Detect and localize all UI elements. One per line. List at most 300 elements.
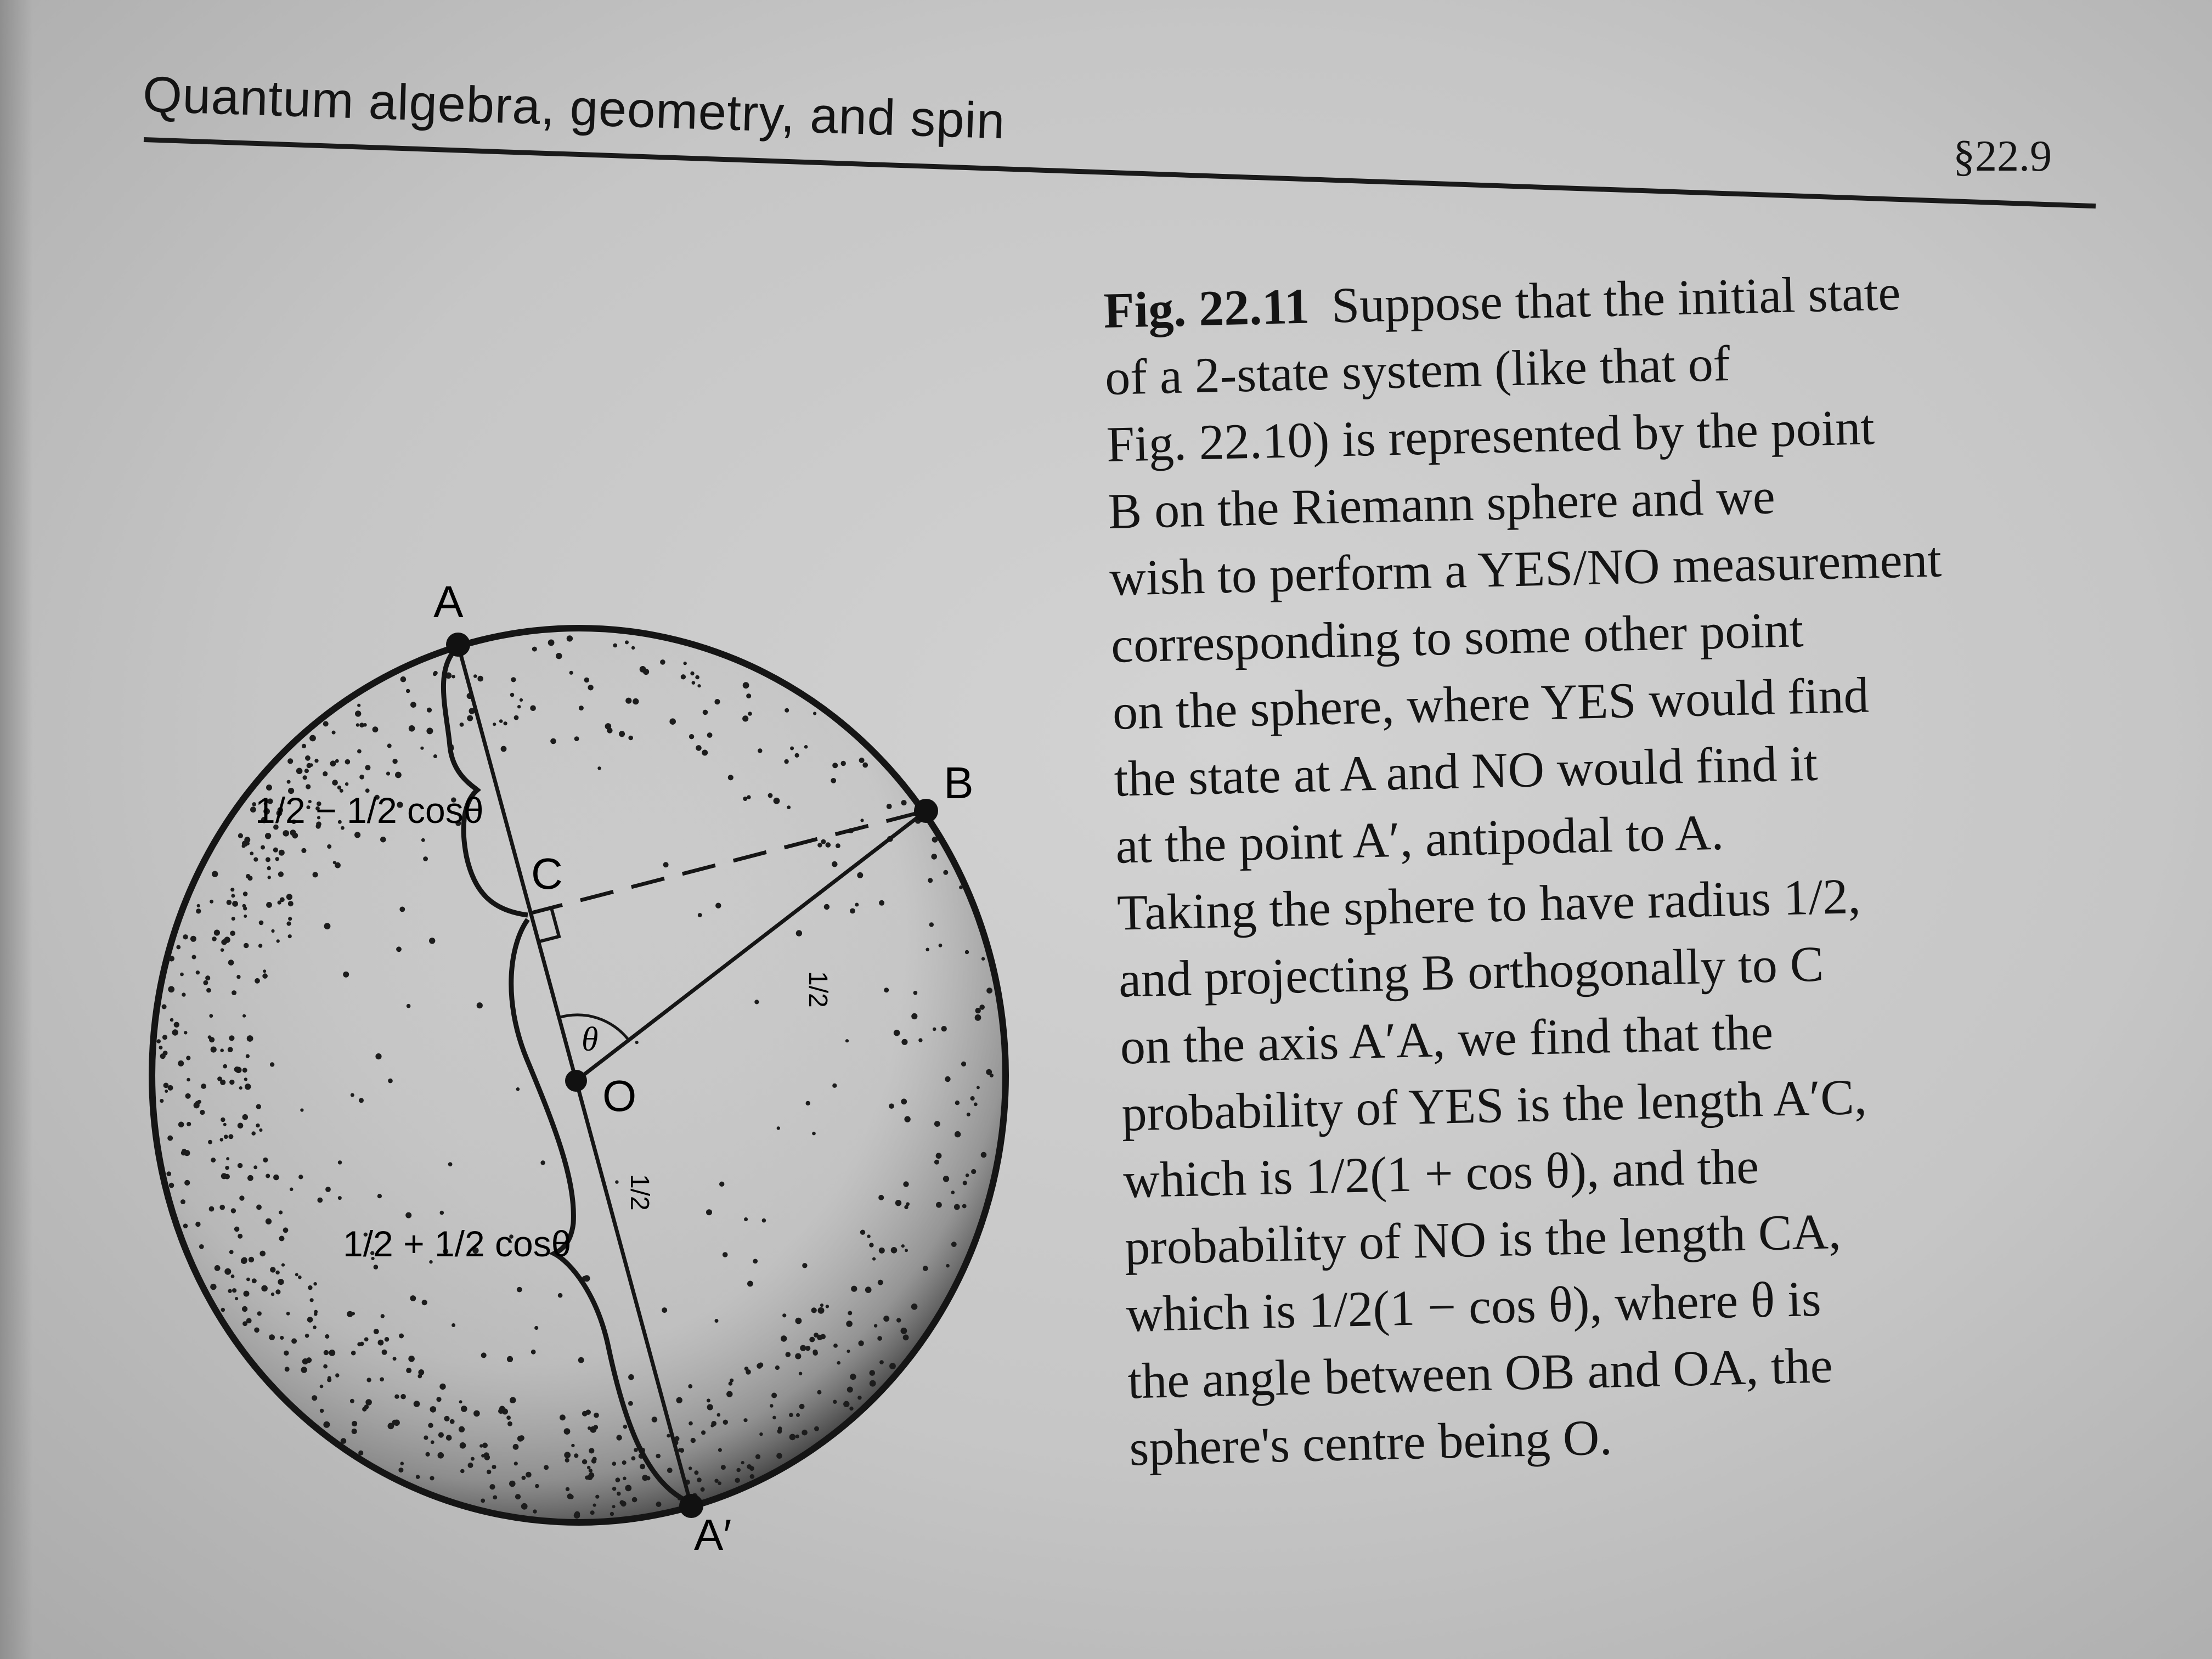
- stipple-dot: [625, 640, 629, 644]
- stipple-dot: [667, 1434, 670, 1438]
- stipple-dot: [332, 780, 338, 786]
- stipple-dot: [279, 1236, 285, 1242]
- stipple-dot: [229, 1035, 234, 1041]
- stipple-dot: [625, 1485, 631, 1492]
- stipple-dot: [762, 1218, 766, 1223]
- stipple-dot: [288, 901, 294, 906]
- stipple-dot: [492, 1465, 496, 1469]
- stipple-dot: [393, 1420, 400, 1426]
- stipple-dot: [256, 1124, 259, 1127]
- stipple-dot: [438, 1432, 444, 1438]
- stipple-dot: [221, 1308, 225, 1312]
- stipple-dot: [256, 1205, 262, 1210]
- stipple-dot: [689, 1466, 692, 1470]
- stipple-dot: [270, 1062, 274, 1066]
- stipple-dot: [566, 1487, 569, 1491]
- stipple-dot: [591, 1458, 596, 1463]
- stipple-dot: [333, 861, 336, 864]
- stipple-dot: [701, 1487, 705, 1492]
- caption-line: the angle between OB and OA, the: [1127, 1337, 1833, 1409]
- stipple-dot: [235, 1067, 242, 1074]
- stipple-dot: [301, 1367, 307, 1373]
- stipple-dot: [298, 1276, 302, 1279]
- stipple-dot: [706, 1209, 712, 1215]
- stipple-dot: [220, 1048, 224, 1052]
- stipple-dot: [946, 1264, 950, 1268]
- stipple-dot: [795, 1318, 802, 1324]
- stipple-dot: [510, 1397, 516, 1403]
- stipple-dot: [981, 957, 985, 961]
- stipple-dot: [231, 1208, 236, 1213]
- stipple-dot: [172, 1029, 178, 1035]
- stipple-dot: [564, 1452, 571, 1458]
- stipple-dot: [848, 1311, 852, 1315]
- stipple-dot: [589, 1469, 592, 1472]
- stipple-dot: [689, 1421, 693, 1426]
- stipple-dot: [754, 1000, 759, 1004]
- stipple-dot: [846, 1321, 853, 1327]
- stipple-dot: [721, 1465, 726, 1470]
- stipple-dot: [212, 871, 218, 877]
- stipple-dot: [409, 725, 415, 732]
- stipple-dot: [945, 1076, 950, 1082]
- running-header-title: Quantum algebra, geometry, and spin: [142, 66, 1006, 150]
- stipple-dot: [748, 712, 752, 716]
- stipple-dot: [590, 1510, 595, 1515]
- stipple-dot: [430, 1406, 437, 1413]
- stipple-dot: [928, 878, 933, 883]
- stipple-dot: [796, 930, 802, 936]
- stipple-dot: [244, 915, 247, 918]
- stipple-dot: [796, 1413, 800, 1417]
- stipple-dot: [190, 936, 196, 942]
- stipple-dot: [698, 913, 702, 917]
- stipple-dot: [310, 1298, 314, 1302]
- stipple-dot: [707, 1398, 710, 1402]
- stipple-dot: [266, 1218, 272, 1224]
- stipple-dot: [209, 1014, 213, 1018]
- stipple-dot: [208, 1140, 212, 1144]
- label-point-c: C: [531, 849, 563, 898]
- stipple-dot: [934, 1160, 939, 1165]
- stipple-dot: [776, 1453, 782, 1459]
- stipple-dot: [975, 1014, 981, 1021]
- stipple-dot: [313, 1282, 317, 1285]
- stipple-dot: [221, 948, 224, 952]
- stipple-dot: [263, 969, 266, 973]
- stipple-dot: [211, 1158, 216, 1163]
- stipple-dot: [656, 1502, 662, 1507]
- stipple-dot: [548, 640, 555, 646]
- stipple-dot: [329, 1350, 335, 1356]
- stipple-dot: [489, 1484, 495, 1489]
- stipple-dot: [723, 1420, 728, 1425]
- stipple-dot: [267, 866, 271, 870]
- stipple-dot: [400, 676, 407, 682]
- stipple-dot: [903, 1335, 909, 1341]
- stipple-dot: [504, 721, 507, 725]
- stipple-dot: [460, 1469, 465, 1474]
- stipple-dot: [259, 1251, 266, 1257]
- stipple-dot: [392, 759, 397, 764]
- stipple-dot: [889, 1103, 894, 1109]
- stipple-dot: [857, 872, 863, 878]
- stipple-dot: [228, 1134, 233, 1139]
- stipple-dot: [338, 1196, 342, 1200]
- caption-line: which is 1/2(1 − cos θ), where θ is: [1125, 1270, 1822, 1342]
- stipple-dot: [714, 699, 720, 704]
- stipple-dot: [613, 644, 617, 648]
- stipple-dot: [585, 1476, 589, 1480]
- stipple-dot: [784, 759, 788, 764]
- caption-line: sphere's centre being O.: [1128, 1409, 1613, 1476]
- stipple-dot: [903, 1181, 909, 1187]
- stipple-dot: [857, 1396, 862, 1400]
- stipple-dot: [323, 771, 328, 776]
- stipple-dot: [540, 1160, 545, 1165]
- label-theta: θ: [582, 1021, 599, 1058]
- stipple-dot: [296, 768, 303, 775]
- stipple-dot: [859, 758, 865, 763]
- stipple-dot: [588, 1426, 591, 1430]
- stipple-dot: [206, 988, 211, 993]
- stipple-dot: [278, 1279, 284, 1285]
- stipple-dot: [932, 837, 938, 843]
- stipple-dot: [408, 1356, 415, 1362]
- label-radius-oaprime: 1/2: [625, 1174, 654, 1211]
- stipple-dot: [327, 1378, 331, 1382]
- stipple-dot: [460, 1442, 466, 1449]
- stipple-dot: [789, 1434, 796, 1441]
- stipple-dot: [954, 1204, 960, 1210]
- stipple-dot: [509, 1481, 516, 1487]
- stipple-dot: [246, 1318, 252, 1324]
- stipple-dot: [288, 917, 292, 921]
- stipple-dot: [771, 1393, 777, 1398]
- stipple-dot: [446, 1435, 452, 1441]
- stipple-dot: [167, 1171, 172, 1176]
- stipple-dot: [343, 972, 349, 978]
- stipple-dot: [162, 1005, 167, 1009]
- stipple-dot: [758, 748, 762, 753]
- stipple-dot: [736, 1468, 741, 1472]
- stipple-dot: [460, 723, 464, 727]
- stipple-dot: [298, 1175, 303, 1179]
- stipple-dot: [347, 1311, 353, 1317]
- stipple-dot: [265, 833, 271, 839]
- stipple-dot: [459, 1426, 465, 1432]
- stipple-dot: [588, 685, 593, 690]
- stipple-dot: [388, 1079, 393, 1084]
- stipple-dot: [224, 936, 230, 943]
- stipple-dot: [870, 1370, 876, 1376]
- stipple-dot: [550, 738, 556, 744]
- stipple-dot: [635, 1041, 639, 1044]
- caption-line: wish to perform a YES/NO measurement: [1109, 531, 1943, 606]
- stipple-dot: [743, 797, 747, 801]
- stipple-dot: [357, 704, 360, 707]
- stipple-dot: [484, 1454, 490, 1460]
- stipple-dot: [894, 1030, 900, 1036]
- stipple-dot: [631, 1456, 636, 1460]
- stipple-dot: [400, 1394, 406, 1400]
- stipple-dot: [176, 945, 180, 950]
- stipple-dot: [515, 1494, 521, 1499]
- stipple-dot: [266, 1174, 270, 1178]
- stipple-dot: [473, 1410, 480, 1417]
- stipple-dot: [358, 1451, 363, 1455]
- stipple-dot: [162, 1035, 167, 1040]
- stipple-dot: [517, 1287, 522, 1293]
- stipple-dot: [812, 1132, 816, 1136]
- stipple-dot: [530, 706, 536, 712]
- stipple-dot: [305, 755, 311, 761]
- stipple-dot: [775, 1365, 780, 1370]
- stipple-dot: [519, 1435, 524, 1441]
- stipple-dot: [242, 844, 246, 848]
- stipple-dot: [535, 1484, 539, 1488]
- stipple-dot: [656, 1454, 661, 1459]
- stipple-dot: [323, 1421, 330, 1428]
- stipple-dot: [300, 1108, 303, 1111]
- stipple-dot: [345, 782, 348, 786]
- stipple-dot: [192, 955, 196, 960]
- stipple-dot: [183, 1223, 188, 1228]
- stipple-dot: [901, 1328, 907, 1334]
- stipple-dot: [966, 1173, 969, 1177]
- stipple-dot: [439, 1384, 445, 1390]
- stipple-dot: [286, 1312, 290, 1316]
- stipple-dot: [851, 1286, 857, 1292]
- caption-line: probability of YES is the length A′C,: [1121, 1068, 1867, 1142]
- stipple-dot: [660, 659, 665, 665]
- stipple-dot: [962, 1204, 967, 1209]
- stipple-dot: [959, 885, 963, 889]
- stipple-dot: [843, 1401, 849, 1407]
- stipple-dot: [747, 795, 751, 799]
- stipple-dot: [338, 1160, 342, 1164]
- stipple-dot: [194, 1102, 200, 1108]
- stipple-dot: [619, 731, 625, 737]
- stipple-dot: [275, 1271, 280, 1275]
- stipple-dot: [802, 1263, 807, 1268]
- stipple-dot: [307, 1317, 313, 1323]
- stipple-dot: [279, 850, 285, 856]
- stipple-dot: [225, 1166, 229, 1170]
- stipple-dot: [396, 946, 402, 952]
- stipple-dot: [493, 723, 496, 726]
- stipple-dot: [180, 1199, 185, 1204]
- stipple-dot: [244, 837, 250, 843]
- stipple-dot: [750, 1474, 755, 1479]
- stipple-dot: [280, 897, 285, 902]
- stipple-dot: [746, 1369, 751, 1375]
- stipple-dot: [359, 723, 364, 727]
- stipple-dot: [414, 1401, 420, 1407]
- stipple-dot: [242, 1114, 249, 1120]
- stipple-dot: [386, 772, 390, 776]
- label-point-a: A: [433, 577, 464, 627]
- stipple-dot: [374, 1265, 379, 1269]
- caption-line: and projecting B orthogonally to C: [1118, 935, 1825, 1008]
- stipple-dot: [610, 1512, 614, 1516]
- stipple-dot: [288, 934, 292, 938]
- stipple-dot: [290, 1188, 294, 1192]
- stipple-dot: [306, 784, 311, 789]
- stipple-dot: [228, 1047, 233, 1052]
- stipple-dot: [612, 1505, 616, 1508]
- stipple-dot: [526, 1472, 532, 1478]
- stipple-dot: [201, 1084, 206, 1089]
- stipple-dot: [821, 839, 826, 844]
- stipple-dot: [448, 1162, 453, 1166]
- stipple-dot: [167, 1136, 173, 1141]
- stipple-dot: [186, 1056, 190, 1060]
- stipple-dot: [393, 1357, 397, 1361]
- stipple-dot: [242, 1014, 246, 1018]
- stipple-dot: [325, 1334, 329, 1339]
- stipple-dot: [971, 1169, 976, 1174]
- stipple-dot: [197, 904, 200, 907]
- stipple-dot: [820, 1304, 823, 1307]
- stipple-dot: [684, 662, 687, 665]
- stipple-dot: [951, 1190, 955, 1194]
- stipple-dot: [399, 907, 405, 912]
- stipple-dot: [718, 1481, 721, 1485]
- stipple-dot: [482, 1443, 488, 1448]
- stipple-dot: [589, 1448, 594, 1453]
- stipple-dot: [735, 1478, 740, 1483]
- stipple-dot: [676, 1397, 682, 1403]
- stipple-dot: [354, 832, 360, 838]
- stipple-dot: [352, 1421, 357, 1426]
- stipple-dot: [286, 922, 291, 926]
- caption-line: which is 1/2(1 + cos θ), and the: [1122, 1138, 1760, 1209]
- stipple-dot: [241, 1257, 247, 1264]
- stipple-dot: [681, 674, 686, 679]
- stipple-dot: [366, 1378, 371, 1382]
- stipple-dot: [814, 1426, 819, 1431]
- stipple-dot: [711, 1421, 716, 1426]
- stipple-dot: [593, 1504, 596, 1507]
- stipple-dot: [744, 1217, 748, 1221]
- stipple-dot: [406, 689, 410, 693]
- stipple-dot: [569, 671, 573, 675]
- stipple-dot: [440, 1211, 444, 1215]
- stipple-dot: [203, 980, 208, 985]
- stipple-dot: [436, 1397, 441, 1402]
- stipple-dot: [567, 1493, 573, 1499]
- stipple-dot: [533, 1509, 537, 1513]
- caption-line: probability of NO is the length CA,: [1124, 1203, 1842, 1276]
- stipple-dot: [184, 1180, 190, 1186]
- stipple-dot: [786, 1352, 791, 1357]
- stipple-dot: [477, 676, 483, 682]
- stipple-dot: [365, 1399, 372, 1406]
- stipple-dot: [556, 653, 562, 659]
- stipple-dot: [187, 1122, 191, 1126]
- stipple-dot: [741, 1461, 744, 1464]
- stipple-dot: [406, 1368, 411, 1373]
- stipple-dot: [820, 1334, 826, 1340]
- stipple-dot: [426, 727, 433, 734]
- stipple-dot: [623, 1425, 628, 1429]
- stipple-dot: [320, 1409, 324, 1413]
- stipple-dot: [330, 760, 336, 766]
- stipple-dot: [230, 888, 234, 891]
- stipple-dot: [314, 759, 318, 763]
- stipple-dot: [911, 1013, 917, 1019]
- stipple-dot: [185, 1093, 191, 1099]
- caption-line: on the axis A′A, we find that the: [1119, 1003, 1774, 1075]
- stipple-dot: [970, 1096, 975, 1101]
- stipple-dot: [923, 1266, 928, 1271]
- stipple-dot: [574, 1511, 580, 1517]
- stipple-dot: [747, 1281, 753, 1287]
- stipple-dot: [312, 1395, 317, 1401]
- stipple-dot: [182, 992, 185, 996]
- stipple-dot: [313, 872, 318, 877]
- stipple-dot: [426, 1452, 430, 1457]
- stipple-dot: [308, 1285, 312, 1290]
- stipple-dot: [961, 1062, 966, 1066]
- stipple-dot: [244, 943, 249, 949]
- stipple-dot: [276, 939, 280, 943]
- stipple-dot: [782, 1313, 786, 1317]
- stipple-dot: [936, 1202, 942, 1208]
- stipple-dot: [252, 1278, 257, 1283]
- stipple-dot: [936, 1153, 942, 1159]
- stipple-dot: [250, 851, 253, 855]
- stipple-dot: [795, 1353, 801, 1359]
- stipple-dot: [473, 674, 477, 678]
- stipple-dot: [585, 1409, 591, 1415]
- stipple-dot: [327, 844, 331, 849]
- stipple-dot: [785, 708, 789, 713]
- stipple-dot: [640, 1464, 645, 1469]
- caption-line: B on the Riemann sphere and we: [1107, 468, 1776, 539]
- stipple-dot: [195, 1222, 200, 1227]
- stipple-dot: [817, 843, 822, 847]
- stipple-dot: [259, 921, 264, 926]
- stipple-dot: [170, 1018, 174, 1022]
- stipple-dot: [911, 1304, 918, 1310]
- stipple-dot: [906, 1202, 910, 1206]
- stipple-dot: [622, 1460, 627, 1465]
- stipple-dot: [605, 723, 612, 730]
- stipple-dot: [879, 1248, 885, 1254]
- stipple-dot: [874, 1324, 877, 1327]
- stipple-dot: [517, 705, 521, 708]
- stipple-dot: [365, 765, 370, 770]
- stipple-dot: [209, 1206, 215, 1212]
- stipple-dot: [522, 1476, 526, 1480]
- stipple-dot: [178, 1122, 184, 1128]
- stipple-dot: [746, 693, 751, 698]
- stipple-dot: [729, 1381, 733, 1386]
- stipple-dot: [394, 1395, 399, 1399]
- stipple-dot: [628, 1401, 633, 1406]
- stipple-dot: [160, 1099, 163, 1103]
- stipple-dot: [616, 1477, 620, 1482]
- stipple-dot: [199, 1244, 204, 1249]
- stipple-dot: [226, 1157, 229, 1160]
- stipple-dot: [429, 938, 435, 944]
- stipple-dot: [400, 1462, 404, 1465]
- stipple-dot: [266, 902, 272, 908]
- stipple-dot: [284, 1351, 289, 1356]
- stipple-dot: [184, 1150, 190, 1156]
